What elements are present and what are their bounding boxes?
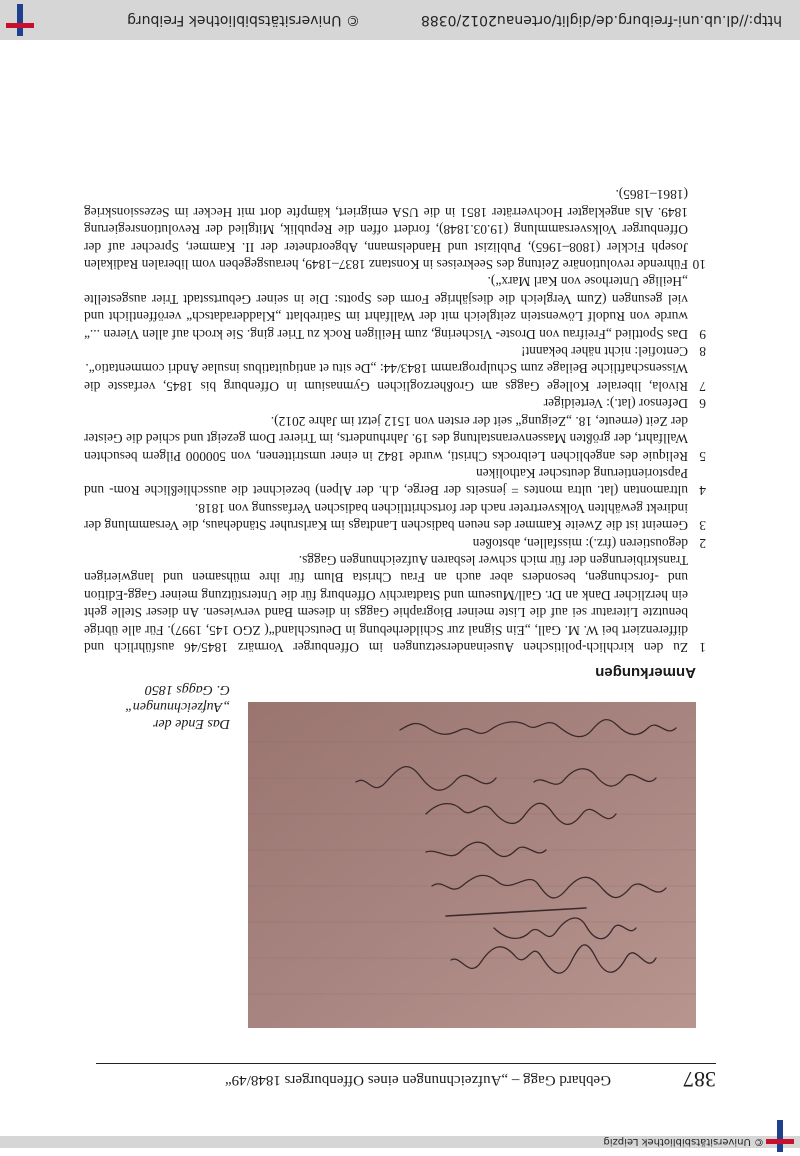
note-number: 7 <box>699 378 706 394</box>
note-item <box>84 465 706 500</box>
top-credit-bar <box>0 1136 800 1148</box>
manuscript-image <box>248 702 696 1028</box>
note-text: Das Spottlied „Freifrau von Droste- Vischering, zum Heiligen Rock zu Trier ging. Sie kroch auf allen Vieren ...“ wurde von Rudolf Löwenstein zeitgleich mit der Wallfahrt im Satireblatt „Kladderadatsch“ veröffentlicht und viel gesungen (Zum Vergleich die diesjährige Form des Spotts: Die in seiner Geburtsstadt Trier ausgestellte „Heilige Unterhose von Karl Marx“). <box>84 274 688 342</box>
library-logo-icon <box>760 1136 800 1156</box>
note-text: Rivola, liberaler Kollege Gaggs am Großherzoglichen Gymnasium in Offenburg bis 1845, verfasste die Wissenschaftliche Beilage zum Schulprogramm 1843/44: „De situ et antiquitatibus insulae Andri commentatio“. <box>84 361 688 394</box>
running-head: Gebhard Gagg – „Aufzeichnungen eines Offenburgers 1848/49“ <box>225 1072 611 1088</box>
note-number: 8 <box>699 344 706 360</box>
notes-heading: Anmerkungen <box>595 664 696 681</box>
page-number: 387 <box>683 1067 716 1092</box>
note-number: 2 <box>699 535 706 551</box>
note-number: 3 <box>699 518 706 534</box>
note-text: Gemeint ist die Zweite Kammer des neuen badischen Landtags im Karlsruher Ständehaus, die Versammlung der indirekt gewählten Volksvertreter nach der fortschrittlichen badischen Verfassung von 1818. <box>84 500 688 534</box>
library-credit-text: © Universitätsbibliothek Freiburg <box>127 12 360 28</box>
note-text: Reliquie des angeblichen Leibrocks Christi, wurde 1842 in einer umstrittenen, von 500000 Pilgern besuchten Wallfahrt, der größten Massenveranstaltung des 19. Jahrhunderts, im Trierer Dom gezeigt und schied die Geister der Zeit (erneute, 18. „Zeigung“ seit der ersten von 1512 jetzt im Jahre 2012). <box>84 413 688 464</box>
note-item <box>84 273 706 343</box>
note-item <box>84 534 706 551</box>
note-text: Führende revolutionäre Zeitung des Seekreises in Konstanz 1837–1849, herausgegeben vom liberalen Radikalen Joseph Fickler (1808–1965), Publizist und Handelsmann, Abgeordneter der II. Kammer, Sprecher auf der Offenburger Volksversammlung (19.03.1848), fordert offen die Republik, Mitglied der Revolutionsregierung 1849. Als angeklagter Hochverräter 1851 in die USA emigriert, kämpfte dort mit Hecker im Sezessionskrieg (1861–1865). <box>84 187 688 273</box>
note-text: Zu den kirchlich-politischen Auseinandersetzungen im Offenburger Vormärz 1845/46 ausführlich und differenziert bei W. M. Gall, „Ein Signal zur Schilderhebung in Deutschland“( ZGO 145, 1997). Für alle übrige benutzte Literatur sei auf die Liste meiner Biographie Gaggs in diesem Band verwiesen. An dieser Stelle geht ein herzlicher Dank an Dr. Gall/Museum und Stadtarchiv Offenburg für die Unterstützung meiner Gagg-Edition und -forschungen, besonders aber auch an Frau Christa Blum für ihre mühsamen und langwierigen Transkribierungen der für mich schwer lesbaren Aufzeichnungen Gaggs. <box>84 552 688 655</box>
note-text: degoustieren (frz.): missfallen, abstoßen <box>472 535 688 551</box>
note-item <box>84 395 706 412</box>
figure-caption <box>80 681 230 732</box>
note-number: 1 <box>699 640 706 655</box>
note-item <box>84 499 706 534</box>
page-header <box>96 1063 716 1092</box>
note-text: ultramontan (lat. ultra montes = jenseits der Berge, d.h. der Alpen) bezeichnet die ausschließliche Rom- und Papstorientierung deutscher Katholiken <box>84 465 688 499</box>
note-item <box>84 552 706 656</box>
note-item <box>84 360 706 395</box>
note-number: 4 <box>699 483 706 499</box>
note-number: 10 <box>692 257 706 273</box>
caption-line: „Aufzeichnungen“ <box>125 699 230 714</box>
note-number: 5 <box>699 448 706 464</box>
note-text: Centofiel: nicht näher bekannt! <box>521 344 688 360</box>
top-credit-text: © Universitätsbibliothek Leipzig <box>603 1136 764 1148</box>
note-number: 6 <box>699 396 706 412</box>
note-number: 9 <box>699 326 706 342</box>
note-item <box>84 343 706 360</box>
source-bar <box>0 0 800 40</box>
library-logo-icon <box>0 0 40 40</box>
notes-list <box>84 186 706 656</box>
caption-line: Das Ende der <box>153 716 230 731</box>
note-text: Defensor (lat.): Verteidiger <box>543 396 688 412</box>
caption-line: G. Gaggs 1850 <box>144 682 230 697</box>
source-url-link[interactable]: http://dl.ub.uni-freiburg.de/diglit/ortenau2012/0388 <box>420 12 782 28</box>
note-item <box>84 186 706 273</box>
note-item <box>84 412 706 464</box>
